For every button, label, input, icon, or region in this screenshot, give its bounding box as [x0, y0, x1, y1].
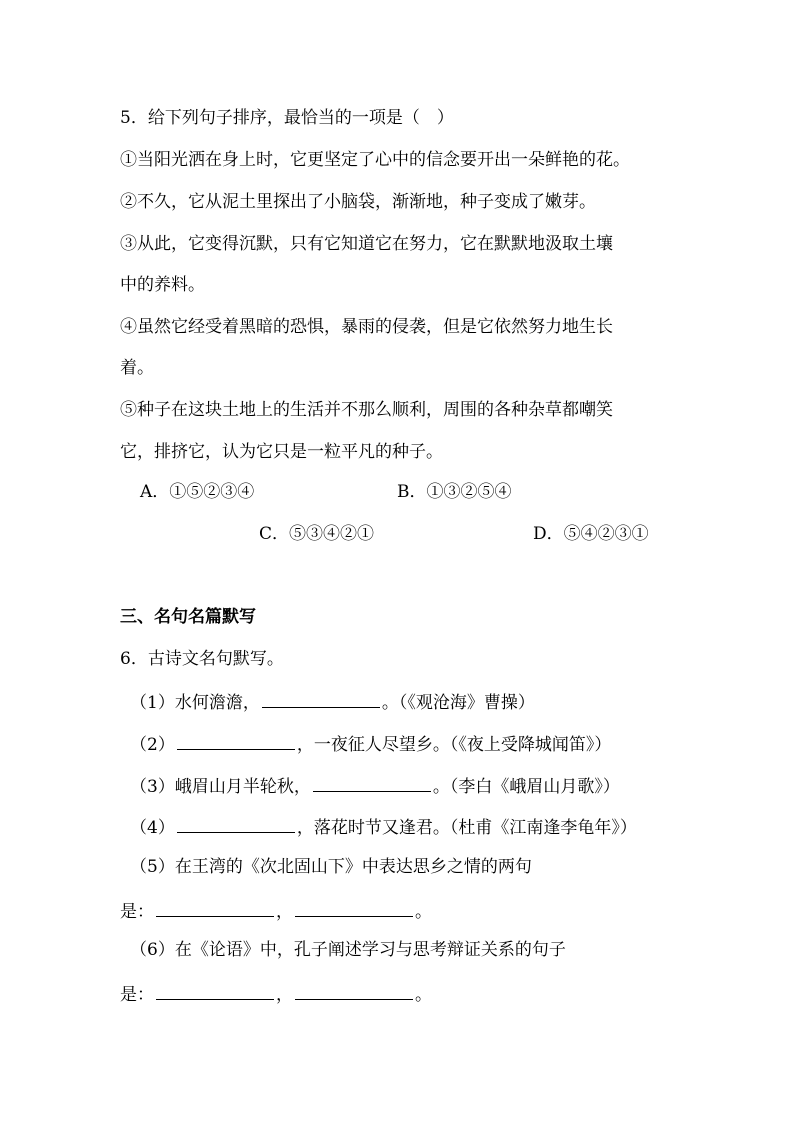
q6-item-6-blank-1[interactable]: [156, 982, 274, 1000]
q5-option-a[interactable]: A．①⑤②③④: [140, 482, 255, 502]
q5-option-b[interactable]: B．①③②⑤④: [397, 482, 512, 502]
q5-sentence-4a: ④虽然它经受着黑暗的恐惧，暴雨的侵袭，但是它依然努力地生长: [120, 317, 613, 337]
section-3-title: 三、名句名篇默写: [120, 607, 256, 627]
q6-item-5-separator: ，: [276, 902, 293, 922]
q6-item-6-separator: ，: [276, 985, 293, 1005]
q6-item-4: [130, 815, 637, 838]
q6-item-1-prefix: （1）水何澹澹，: [130, 693, 260, 713]
q6-item-5-answer: [120, 899, 432, 922]
q6-item-2-suffix: ，一夜征人尽望乡。（《夜上受降城闻笛》）: [296, 735, 612, 755]
q5-stem: 5．给下列句子排序，最恰当的一项是（ ）: [120, 108, 454, 128]
q6-item-1-suffix: 。（《观沧海》曹操）: [381, 693, 535, 713]
q5-sentence-3b: 中的养料。: [120, 275, 205, 295]
q5-sentence-1: ①当阳光洒在身上时，它更坚定了心中的信念要开出一朵鲜艳的花。: [120, 150, 630, 170]
q6-item-5-end: 。: [415, 902, 432, 922]
q5-sentence-2: ②不久，它从泥土里探出了小脑袋，渐渐地，种子变成了嫩芽。: [120, 192, 596, 212]
q6-item-6-end: 。: [415, 985, 432, 1005]
q6-item-1-blank[interactable]: [262, 690, 380, 708]
q6-item-5-stem: （5）在王湾的《次北固山下》中表达思乡之情的两句: [130, 857, 532, 877]
q6-item-3-suffix: 。（李白《峨眉山月歌》）: [432, 777, 620, 797]
q6-item-2-blank[interactable]: [177, 732, 295, 750]
q5-sentence-4b: 着。: [120, 358, 154, 378]
q6-item-5-blank-1[interactable]: [156, 899, 274, 917]
q6-item-6-blank-2[interactable]: [295, 982, 413, 1000]
q6-stem: 6．古诗文名句默写。: [120, 649, 284, 669]
q6-item-4-suffix: ，落花时节又逢君。（杜甫《江南逢李龟年》）: [296, 818, 637, 838]
q5-sentence-5a: ⑤种子在这块土地上的生活并不那么顺利，周围的各种杂草都嘲笑: [120, 400, 613, 420]
q6-item-6-lead: 是：: [120, 985, 154, 1005]
q6-item-4-blank[interactable]: [177, 815, 295, 833]
q5-option-c[interactable]: C．⑤③④②①: [259, 524, 375, 544]
q5-sentence-3a: ③从此，它变得沉默，只有它知道它在努力，它在默默地汲取土壤: [120, 234, 613, 254]
q6-item-4-prefix: （4）: [130, 818, 175, 838]
q5-option-d[interactable]: D．⑤④②③①: [533, 524, 649, 544]
q6-item-2-prefix: （2）: [130, 735, 175, 755]
q6-item-5-lead: 是：: [120, 902, 154, 922]
q6-item-2: [130, 732, 611, 755]
q6-item-6-answer: [120, 982, 432, 1005]
q6-item-1: [130, 690, 535, 713]
q6-item-6-stem: （6）在《论语》中，孔子阐述学习与思考辩证关系的句子: [130, 940, 566, 960]
q5-sentence-5b: 它，排挤它，认为它只是一粒平凡的种子。: [120, 442, 443, 462]
q6-item-3-prefix: （3）峨眉山月半轮秋，: [130, 777, 311, 797]
q6-item-3-blank[interactable]: [313, 774, 431, 792]
q6-item-3: [130, 774, 620, 797]
q6-item-5-blank-2[interactable]: [295, 899, 413, 917]
